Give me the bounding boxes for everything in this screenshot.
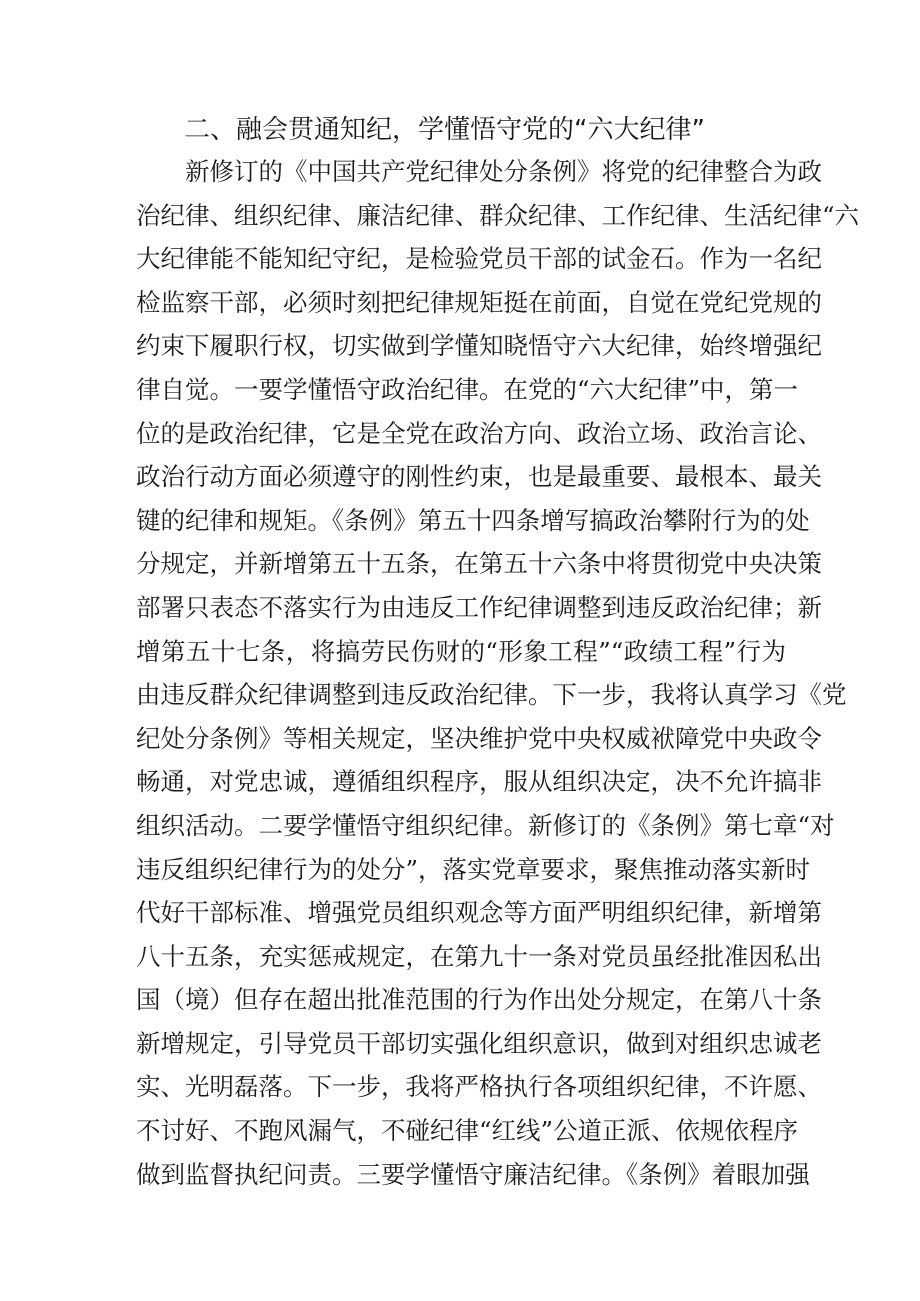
text-line: 政治行动方面必须遵守的刚性约束，也是最重要、最根本、最关 [136,462,822,492]
text-line: 不讨好、不跑风漏气，不碰纪律“红线”公道正派、依规依程序 [136,1116,799,1146]
text-line: 新修订的《中国共产党纪律处分条例》将党的纪律整合为政 [185,157,822,186]
text-line: 部署只表态不落实行为由违反工作纪律调整到违反政治纪律；新 [136,592,822,622]
section-heading: 二、融会贯通知纪，学懂悟守党的“六大纪律” [184,115,705,145]
text-line: 增第五十七条，将搞劳民伤财的“形象工程”“政绩工程”行为 [136,636,786,666]
text-line: 键的纪律和规矩。《条例》第五十四条增写搞政治攀附行为的处 [136,505,810,535]
text-line: 治纪律、组织纪律、廉洁纪律、群众纪律、工作纪律、生活纪律“六 [136,200,860,230]
text-line: 约束下履职行权，切实做到学懂知晓悟守六大纪律，始终增强纪 [136,331,822,361]
text-line: 违反组织纪律行为的处分”，落实党章要求，聚焦推动落实新时 [136,854,811,884]
text-line: 由违反群众纪律调整到违反政治纪律。下一步，我将认真学习《党 [136,680,847,710]
text-line: 组织活动。二要学懂悟守组织纪律。新修订的《条例》第七章“对 [136,810,835,840]
text-line: 纪处分条例》等相关规定，坚决维护党中央权威袱障党中央政令 [136,723,822,753]
text-line: 大纪律能不能知纪守纪，是检验党员干部的试金石。作为一名纪 [136,244,822,274]
text-line: 新增规定，引导党员干部切实强化组织意识，做到对组织忠诚老 [136,1028,822,1058]
text-line: 做到监督执纪问责。三要学懂悟守廉洁纪律。《条例》着眼加强 [136,1159,810,1189]
text-line: 检监察干部，必须时刻把纪律规矩挺在前面，自觉在党纪党规的 [136,287,822,317]
text-line: 畅通，对党忠诚，遵循组织程序，服从组织决定，决不允许搞非 [136,767,822,797]
text-line: 实、光明磊落。下一步，我将严格执行各项组织纪律，不许愿、 [136,1072,822,1102]
text-line: 代好干部标准、增强党员组织观念等方面严明组织纪律，新增第 [136,898,822,928]
text-line: 律自觉。一要学懂悟守政治纪律。在党的“六大纪律”中，第一 [136,374,799,404]
text-line: 八十五条，充实惩戒规定，在第九十一条对党员虽经批准因私出 [136,941,822,971]
text-line: 分规定，并新增第五十五条，在第五十六条中将贯彻党中央决策 [136,549,822,579]
body-paragraph [136,150,860,1196]
text-line: 国（境）但存在超出批准范围的行为作出处分规定，在第八十条 [136,985,822,1015]
text-line: 位的是政治纪律，它是全党在政治方向、政治立场、政治言论、 [136,418,822,448]
